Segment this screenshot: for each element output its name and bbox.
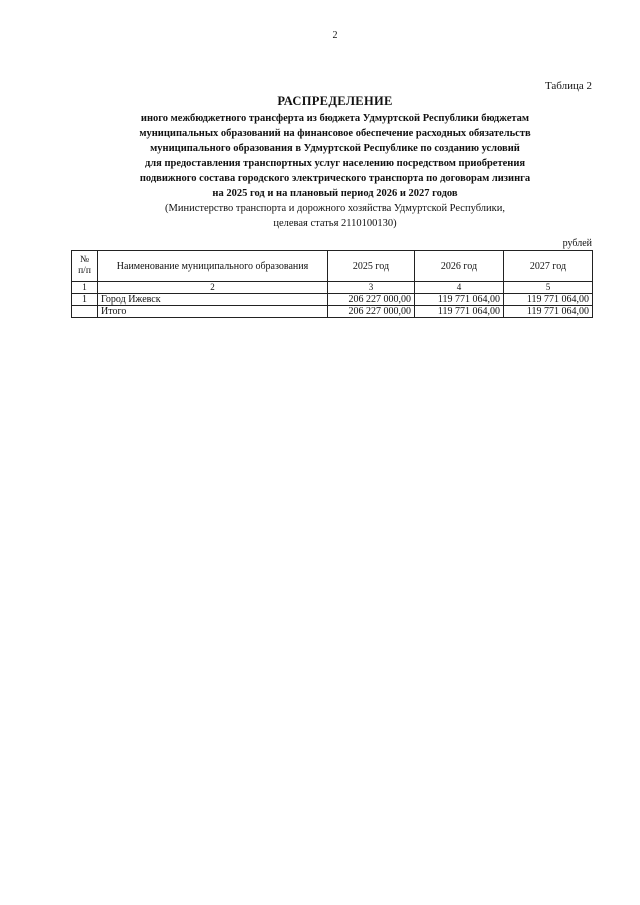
table-header-row (72, 251, 593, 282)
row-2025: 206 227 000,00 (328, 294, 415, 306)
note-line: (Министерство транспорта и дорожного хозяйства Удмуртской Республики, (165, 203, 505, 214)
table-row (72, 294, 593, 306)
title-block (60, 94, 610, 231)
subtitle-line: муниципальных образований на финансовое обеспечение расходных обязательств (139, 128, 531, 139)
total-2025: 206 227 000,00 (328, 306, 415, 318)
column-index: 2 (98, 282, 328, 294)
header-num: № п/п (72, 251, 98, 282)
header-2027: 2027 год (504, 251, 593, 282)
subtitle-line: для предоставления транспортных услуг населению посредством приобретения (144, 158, 526, 169)
column-index-row (72, 282, 593, 294)
total-row (72, 306, 593, 318)
page-number: 2 (332, 30, 338, 41)
subtitle-line: подвижного состава городского электрического транспорта по договорам лизинга (139, 173, 531, 184)
units-label: рублей (562, 238, 592, 249)
table-label: Таблица 2 (544, 80, 592, 92)
row-name: Город Ижевск (98, 294, 328, 306)
header-2025: 2025 год (328, 251, 415, 282)
row-2026: 119 771 064,00 (415, 294, 504, 306)
total-2026: 119 771 064,00 (415, 306, 504, 318)
total-num (72, 306, 98, 318)
header-2026: 2026 год (415, 251, 504, 282)
column-index: 1 (72, 282, 98, 294)
row-num: 1 (72, 294, 98, 306)
row-2027: 119 771 064,00 (504, 294, 593, 306)
subtitle-line: иного межбюджетного трансферта из бюджета Удмуртской Республики бюджетам (140, 113, 530, 124)
total-2027: 119 771 064,00 (504, 306, 593, 318)
total-label: Итого (98, 306, 328, 318)
document-title: РАСПРЕДЕЛЕНИЕ (277, 94, 393, 108)
column-index: 3 (328, 282, 415, 294)
header-name: Наименование муниципального образования (98, 251, 328, 282)
distribution-table (71, 250, 593, 318)
note-line: целевая статья 2110100130) (273, 218, 397, 229)
column-index: 4 (415, 282, 504, 294)
subtitle-line: муниципального образования в Удмуртской Республике по созданию условий (150, 143, 520, 154)
column-index: 5 (504, 282, 593, 294)
subtitle-line: на 2025 год и на плановый период 2026 и 2027 годов (212, 188, 458, 199)
